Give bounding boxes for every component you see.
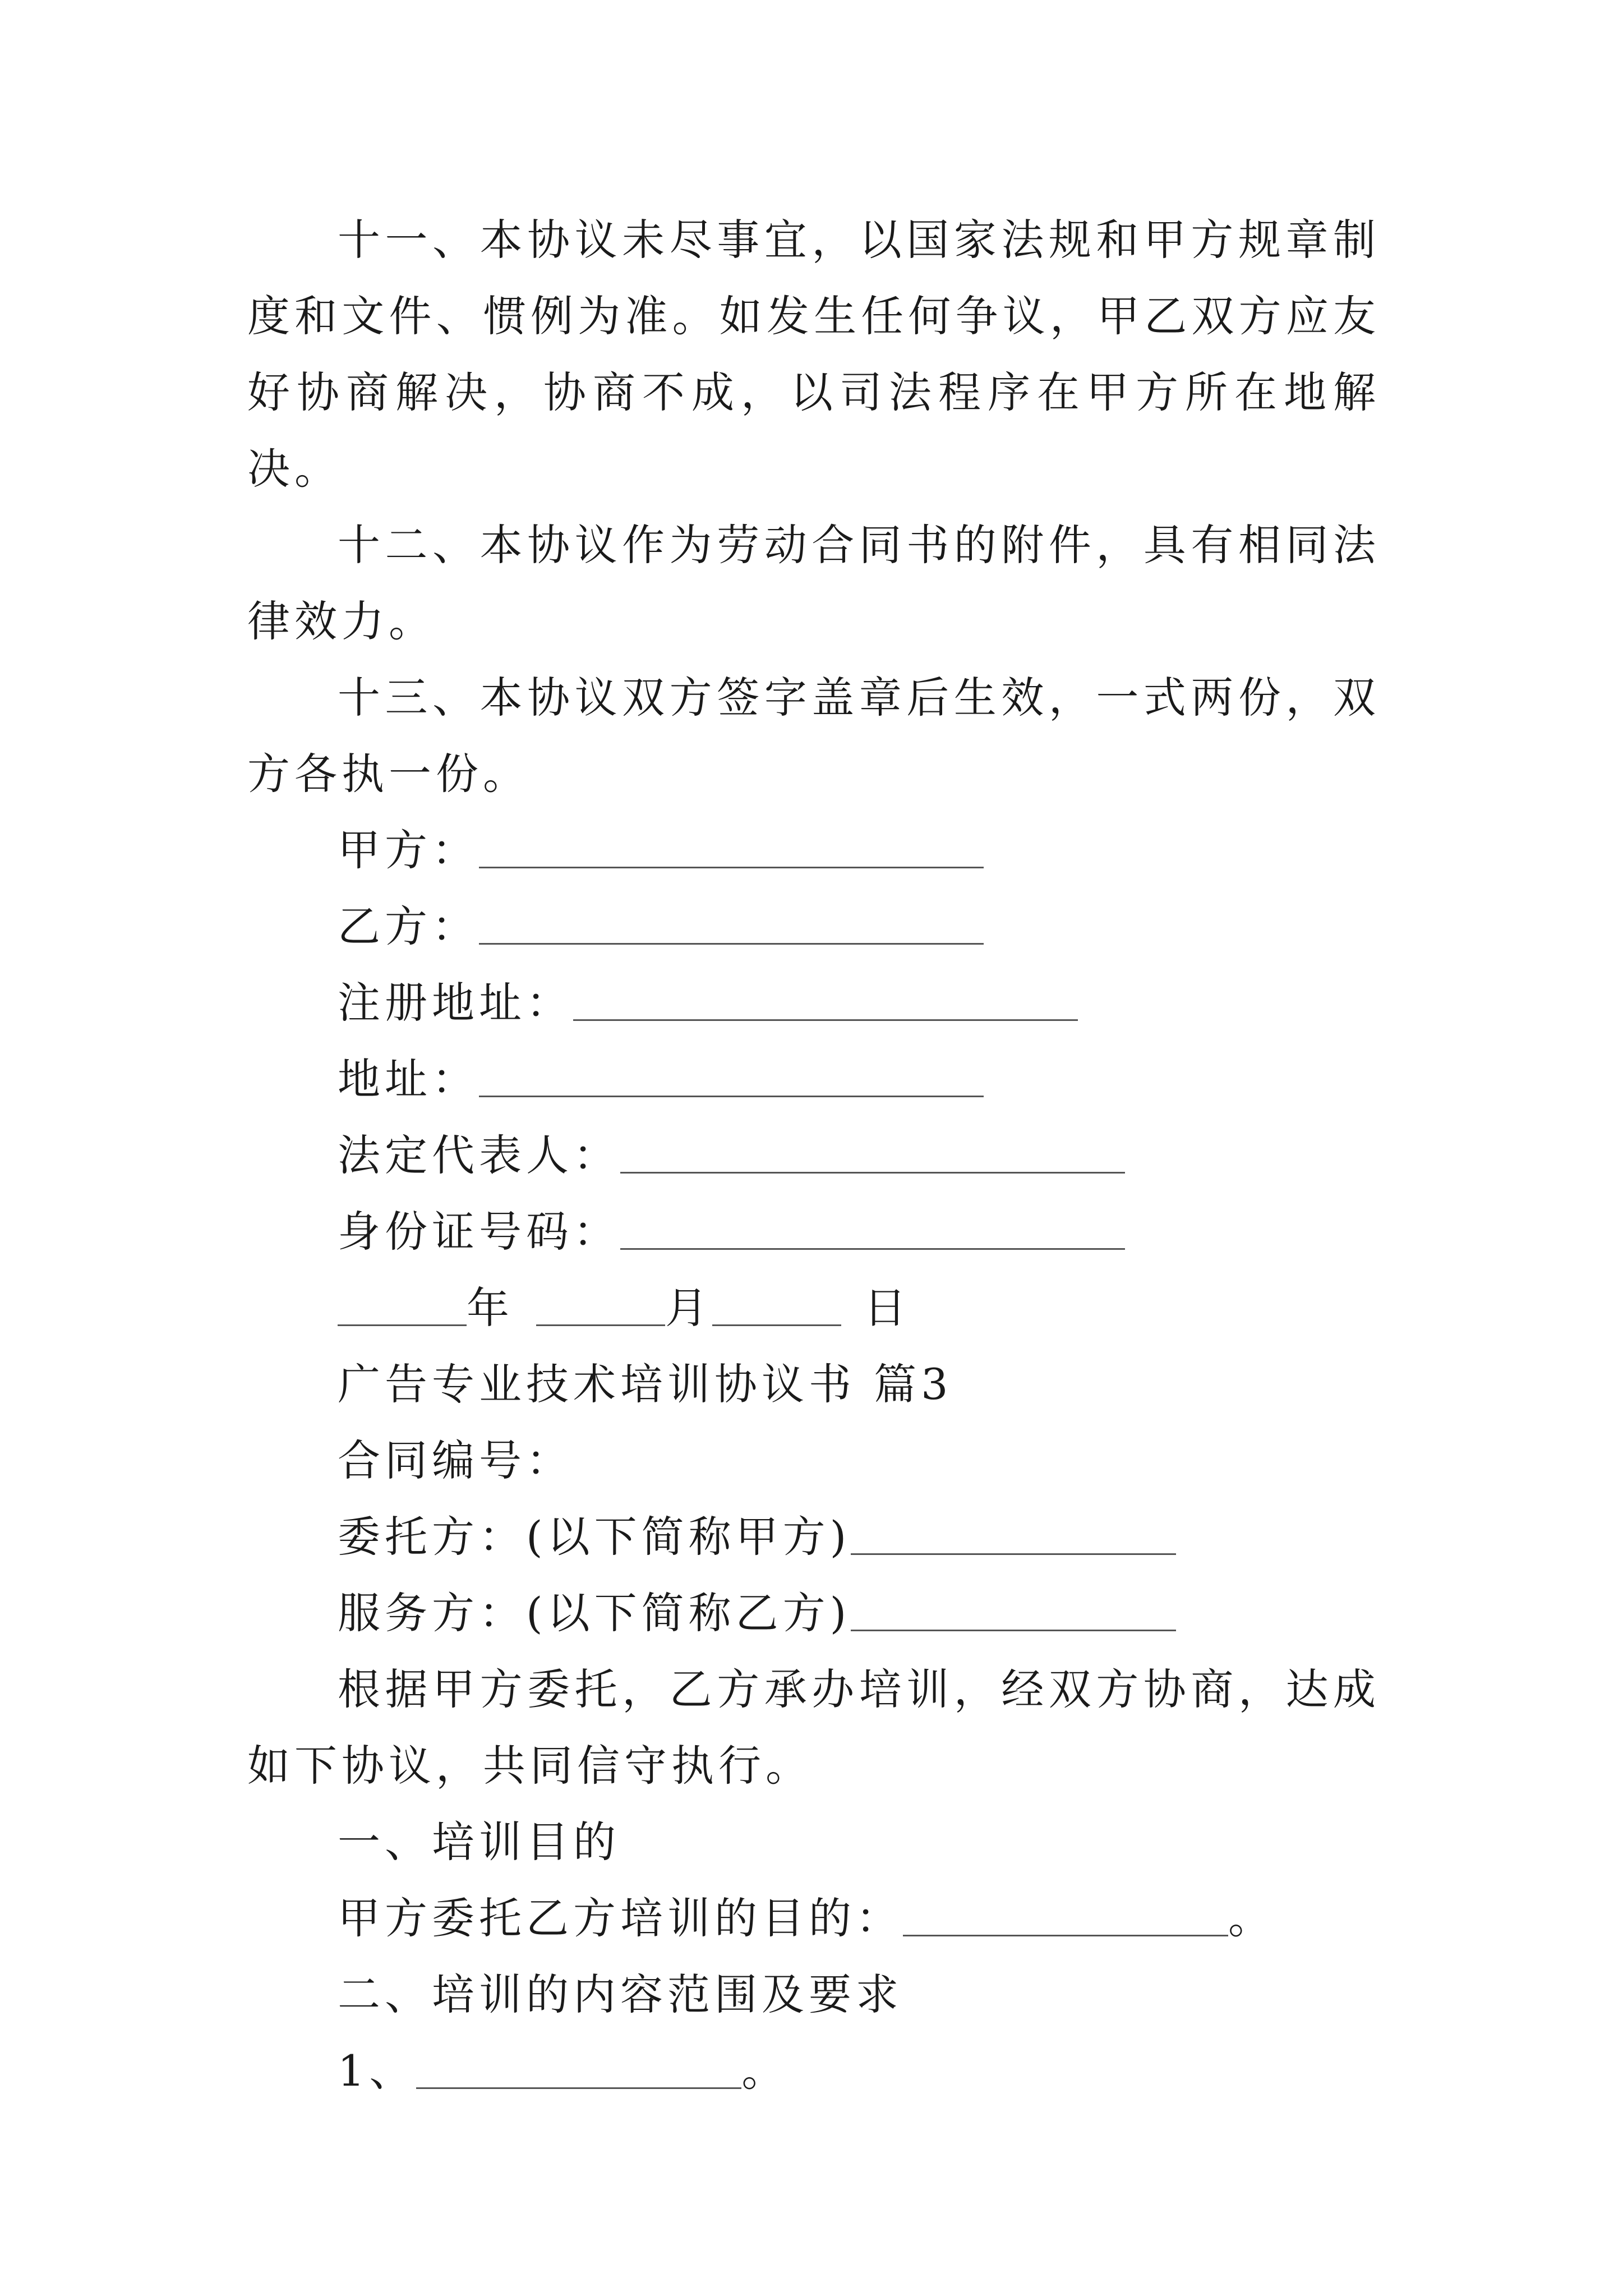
contract-no-label: 合同编号： xyxy=(338,1435,573,1485)
purpose-blank[interactable] xyxy=(903,1900,1228,1936)
id-number-blank[interactable] xyxy=(620,1213,1125,1250)
section-title: 广告专业技术培训协议书 篇3 xyxy=(338,1359,953,1409)
item-1-blank[interactable] xyxy=(416,2053,741,2089)
clause-12: 十二、本协议作为劳动合同书的附件，具有相同法律效力。 xyxy=(247,520,1380,646)
provider-blank[interactable] xyxy=(851,1595,1176,1631)
month-label: 月 xyxy=(665,1283,712,1333)
purpose-label: 甲方委托乙方培训的目的： xyxy=(338,1893,903,1943)
year-blank[interactable] xyxy=(338,1290,467,1326)
purpose-line xyxy=(247,1880,1380,1957)
party-b-line xyxy=(247,889,1380,965)
client-label: 委托方：(以下简称甲方) xyxy=(338,1512,851,1562)
provider-line xyxy=(247,1575,1380,1651)
party-a-label: 甲方： xyxy=(338,825,479,875)
registered-address-blank[interactable] xyxy=(573,984,1078,1021)
registered-address-line xyxy=(247,965,1380,1041)
clause-11: 十一、本协议未尽事宜，以国家法规和甲方规章制度和文件、惯例为准。如发生任何争议，甲乙双方应友好协商解决，协商不成，以司法程序在甲方所在地解决。 xyxy=(247,215,1380,494)
item-1-line xyxy=(247,2033,1380,2109)
heading-purpose: 一、培训目的 xyxy=(338,1817,620,1867)
document-body xyxy=(247,202,1380,2109)
item-1-period: 。 xyxy=(741,2046,789,2096)
address-blank[interactable] xyxy=(479,1061,984,1097)
registered-address-label: 注册地址： xyxy=(338,978,573,1028)
date-line xyxy=(247,1270,1380,1346)
legal-rep-blank[interactable] xyxy=(620,1137,1125,1174)
day-blank[interactable] xyxy=(712,1290,841,1326)
party-b-blank[interactable] xyxy=(479,908,984,945)
clause-13: 十三、本协议双方签字盖章后生效，一式两份，双方各执一份。 xyxy=(247,673,1380,799)
month-blank[interactable] xyxy=(536,1290,665,1326)
address-line xyxy=(247,1041,1380,1117)
id-number-line xyxy=(247,1194,1380,1270)
id-number-label: 身份证号码： xyxy=(338,1207,620,1257)
legal-rep-label: 法定代表人： xyxy=(338,1130,620,1180)
heading-content-scope: 二、培训的内容范围及要求 xyxy=(338,1970,903,2019)
year-label: 年 xyxy=(467,1283,514,1333)
client-blank[interactable] xyxy=(851,1519,1176,1555)
party-a-line xyxy=(247,812,1380,889)
provider-label: 服务方：(以下简称乙方) xyxy=(338,1588,851,1638)
address-label: 地址： xyxy=(338,1054,479,1104)
item-1-label: 1、 xyxy=(338,2046,417,2096)
legal-rep-line xyxy=(247,1117,1380,1194)
intro-paragraph: 根据甲方委托，乙方承办培训，经双方协商，达成如下协议，共同信守执行。 xyxy=(247,1664,1380,1791)
day-label: 日 xyxy=(864,1283,911,1333)
client-line xyxy=(247,1499,1380,1575)
contract-no-line xyxy=(247,1423,1380,1499)
purpose-period: 。 xyxy=(1228,1893,1275,1943)
party-b-label: 乙方： xyxy=(338,901,479,951)
party-a-blank[interactable] xyxy=(479,832,984,868)
